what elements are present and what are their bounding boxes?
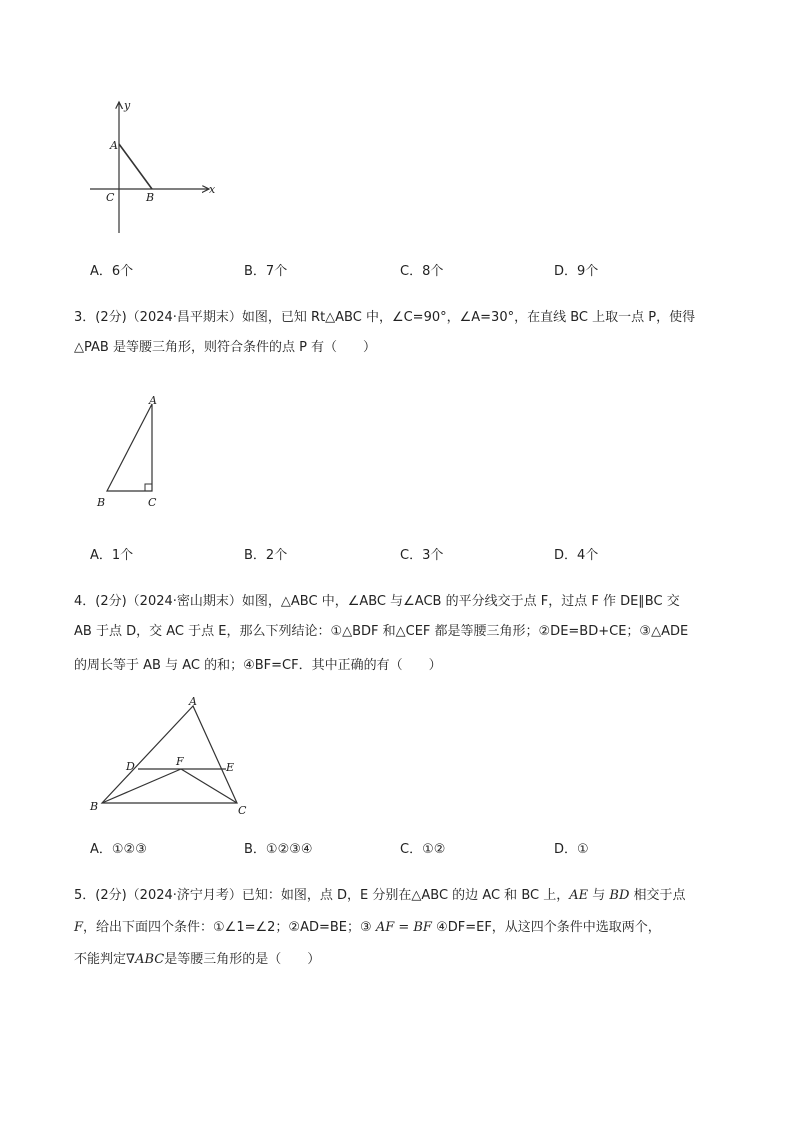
- point-c-label: C: [106, 191, 115, 204]
- q3-stem-line2: △PAB 是等腰三角形，则符合条件的点 P 有（ ）: [74, 340, 377, 355]
- point-e-label: E: [226, 761, 235, 774]
- q3-stem-line1: 3．(2分)（2024·昌平期末）如图，已知 Rt△ABC 中，∠C=90°，∠A=30°，在直线 BC 上取一点 P，使得: [74, 310, 696, 325]
- point-c-label: C: [238, 804, 247, 817]
- point-b-label: B: [90, 800, 99, 813]
- segment-cf: [181, 769, 237, 803]
- point-b-label: B: [97, 496, 106, 509]
- segment-ab: [119, 144, 152, 189]
- point-c-label: C: [148, 496, 157, 509]
- q5-line1-part-b: 与: [588, 888, 610, 903]
- q3-option-c: C．3个: [400, 548, 444, 563]
- y-axis-label: y: [124, 99, 131, 112]
- triangle-abc: [102, 706, 237, 803]
- q5-line2-part-b: ④DF=EF，从这四个条件中选取两个，: [431, 920, 661, 935]
- point-a-label: A: [110, 139, 118, 152]
- q3-option-d: D．4个: [554, 548, 599, 563]
- q2-figure: [85, 98, 220, 238]
- triangle-abc: [107, 404, 152, 491]
- q2-option-d: D．9个: [554, 264, 599, 279]
- q5-line3-part-a: 不能判定: [74, 952, 127, 967]
- q4-figure: [85, 694, 260, 822]
- q4-option-a: A．①②③: [90, 842, 147, 857]
- q5-line2-f: F: [74, 920, 84, 935]
- q5-stem-line3: [74, 950, 320, 970]
- q4-stem-line1: 4．(2分)（2024·密山期末）如图，△ABC 中，∠ABC 与∠ACB 的平分线交于点 F，过点 F 作 DE∥BC 交: [74, 594, 680, 609]
- q2-option-a: A．6个: [90, 264, 134, 279]
- q3-figure: [90, 390, 170, 515]
- q5-line1-part-c: 相交于点: [629, 888, 686, 903]
- point-f-label: F: [176, 755, 184, 768]
- point-d-label: D: [126, 760, 135, 773]
- q4-option-c: C．①②: [400, 842, 446, 857]
- q3-option-b: B．2个: [244, 548, 288, 563]
- q5-line3-abc: ∇ABC: [126, 952, 165, 967]
- segment-bf: [102, 769, 181, 803]
- point-a-label: A: [189, 695, 197, 708]
- q5-line3-part-b: 是等腰三角形的是（ ）: [164, 952, 321, 967]
- q2-option-c: C．8个: [400, 264, 444, 279]
- point-b-label: B: [146, 191, 155, 204]
- q3-option-a: A．1个: [90, 548, 134, 563]
- point-a-label: A: [149, 394, 157, 407]
- q4-stem-line2: AB 于点 D，交 AC 于点 E，那么下列结论：①△BDF 和△CEF 都是等腰三角形；②DE=BD+CE；③△ADE: [74, 624, 689, 639]
- q5-line1-part-a: 5．(2分)（2024·济宁月考）已知：如图，点 D，E 分别在△ABC 的边 AC 和 BC 上，: [74, 888, 570, 903]
- q4-option-b: B．①②③④: [244, 842, 313, 857]
- q5-stem-line1: [74, 886, 686, 906]
- q4-stem-line3: 的周长等于 AB 与 AC 的和；④BF=CF．其中正确的有（ ）: [74, 658, 442, 673]
- right-angle-mark: [145, 484, 152, 491]
- q5-line2-part-a: ，给出下面四个条件：①∠1=∠2；②AD=BE；③: [83, 920, 376, 935]
- q5-line1-bd: BD: [609, 888, 630, 903]
- q4-option-d: D．①: [554, 842, 589, 857]
- q5-line1-ae: AE: [569, 888, 589, 903]
- q5-stem-line2: [74, 918, 661, 938]
- q5-line2-eq: AF = BF: [375, 920, 432, 935]
- x-axis-label: x: [209, 183, 216, 196]
- q2-option-b: B．7个: [244, 264, 288, 279]
